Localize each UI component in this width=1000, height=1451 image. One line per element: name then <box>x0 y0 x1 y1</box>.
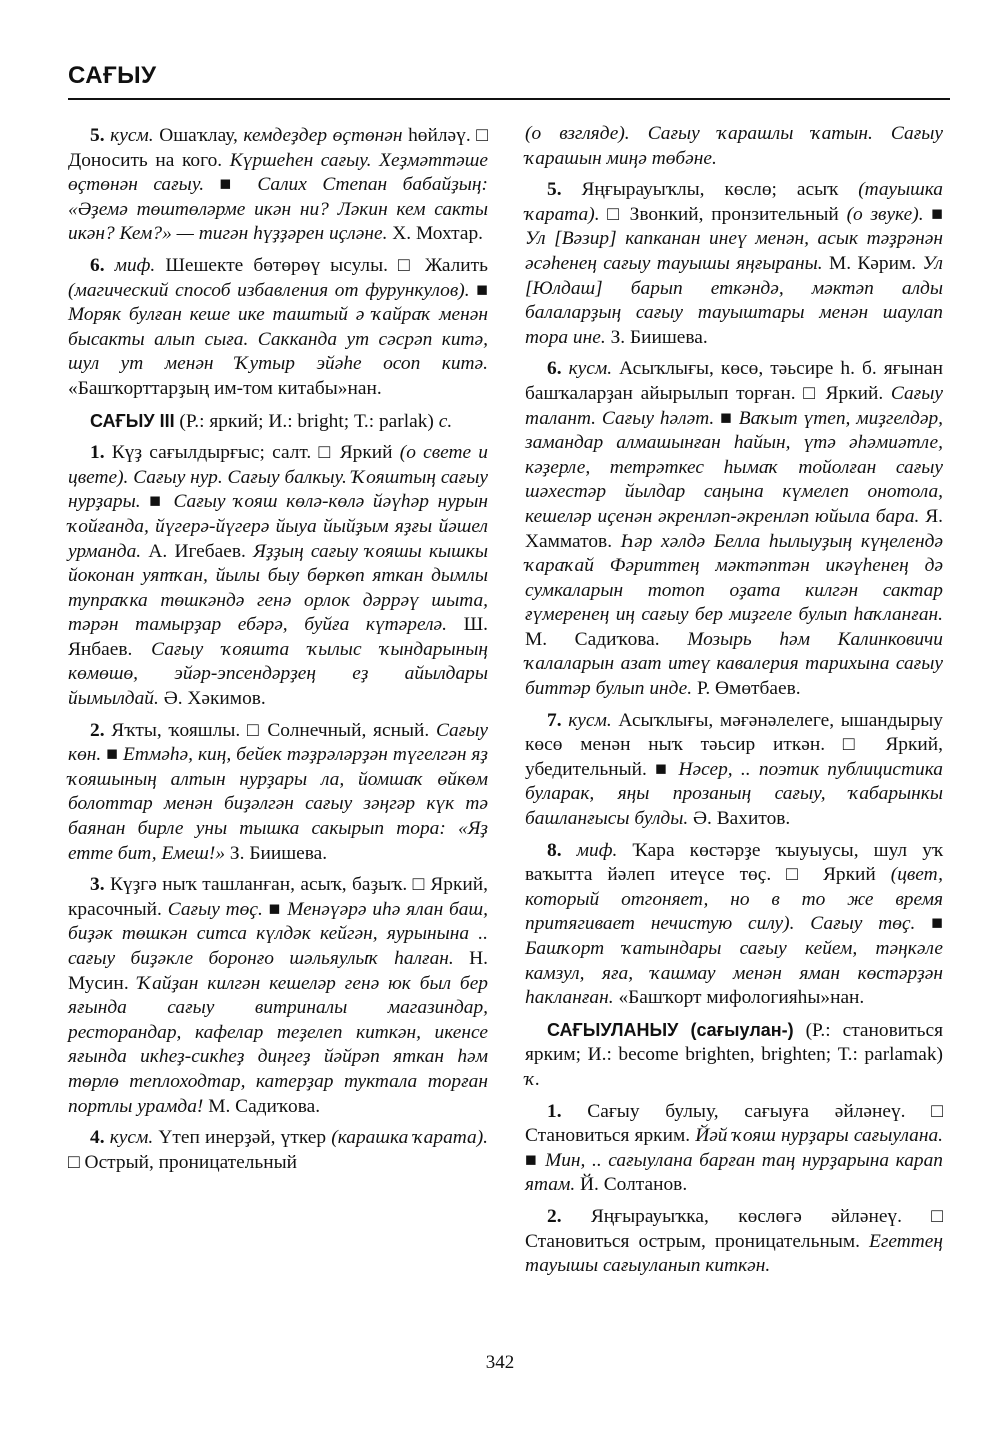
text-run: Н. Мусин. <box>68 948 488 994</box>
text-run: Йәй ҡояш нурҙары сағыулана. <box>695 1125 943 1147</box>
sense-1-bright <box>68 441 488 712</box>
text-run: 1. <box>547 1100 588 1122</box>
text-run: ■ <box>525 1149 546 1171</box>
running-head: САҒЫУ <box>68 62 157 89</box>
text-run: (Р.: яркий; И.: bright; Т.: parlak) <box>174 410 439 432</box>
sagyulanyu-sense-1 <box>525 1100 943 1198</box>
text-run: Ошаҡлау, <box>153 125 244 146</box>
sense-5-spy <box>68 124 488 247</box>
text-run: Үтеп инерҙәй, үткер <box>153 1127 332 1149</box>
text-run: миф. <box>114 254 156 276</box>
text-run: (карашка ҡарата). <box>331 1127 489 1149</box>
text-run: 3. <box>90 874 110 896</box>
text-run: Менәүәрә иһә ялан баш, биҙәк төшкән ситса күлдәк кейгән, яурынына .. сағыу биҙәкле боронғо шәльяулыҡ һалған. <box>68 898 488 969</box>
right-column <box>525 122 943 1286</box>
left-column <box>68 122 488 1182</box>
text-run: Яҡты, ҡояшлы. □ Солнечный, ясный. <box>111 719 436 741</box>
text-run: Егеттең тауышы сағыуланып киткән. <box>525 1230 943 1277</box>
text-run: миф. <box>576 839 618 861</box>
text-run: кемдеҙдер өҫтөнән <box>243 125 403 146</box>
text-run: 1. <box>90 442 112 464</box>
sense-5-loud <box>525 178 943 350</box>
text-run: (о свете и цвете). Сағыу нур. Сағыу балкыу. Ҡояштың сағыу нурҙары. <box>68 442 489 513</box>
sense-4-continuation <box>525 122 943 171</box>
text-run: Ҡара көстәрҙе ҡыуыусы, шул уҡ ваҡытта йәлеп итеүсе төҫ. □ Яркий <box>525 839 944 886</box>
sense-3-vivid <box>68 873 488 1119</box>
sense-2-sunny <box>68 719 488 867</box>
text-run: Сағыу төҫ. <box>167 898 263 920</box>
text-run: «Башҡорт мифологияһы»нан. <box>613 987 865 1009</box>
headword-sagyu-iii <box>68 409 488 435</box>
text-run: Сағыу көн. <box>68 719 489 766</box>
text-run: (Р.: становиться ярким; И.: become brighten, brighten; Т.: parlamak) <box>525 1019 943 1066</box>
text-run: ■ <box>469 279 489 301</box>
text-run: 2. <box>90 719 112 741</box>
text-run: (тауышка ҡарата). <box>525 179 943 225</box>
header-rule <box>68 98 950 100</box>
text-run: Етмәһә, киң, бейек тәҙрәләрҙән түгелгән яҙ ҡояшының алтын нурҙары ла, йомшаҡ өйкөм болоттар менән биҙәлгән сағыу зәңгәр күк тә баянан бирле уны тышка сакырып тора: «Яҙ етте бит, Емеш!» <box>68 744 488 864</box>
text-run: Мозырь һәм Калинковичи ҡалаларын азат итеү кавалерия тарихына сағыу биттәр булып инде. <box>525 628 943 700</box>
text-run: З. Биишева. <box>605 326 708 348</box>
text-run: Башҡорт ҡатындары сағыу кейем, тәңкәле камзул, яға, ҡашмау менән яман көстәрҙән һакланған. <box>525 938 943 1009</box>
text-run: (цвет, который отгоняет, но в то же время притягивает нечистую силу). Сағыу төҫ. <box>525 864 943 935</box>
text-run: Ә. Вахитов. <box>688 808 791 830</box>
text-run: Күҙ сағылдырғыс; салт. □ Яркий <box>111 442 400 464</box>
text-run: кусм. <box>109 1127 154 1149</box>
text-run: Һәр хәлдә Белла һылыуҙың күңелендә ҡараҡай Фәриттең мәктәптән икәүһенең дә сумкаларын тотоп оҙата килгән сактар ғүмеренең иң сағыу бер миҙгеле булып һаҡланған. <box>525 530 943 626</box>
text-run: Сағыу ҡояшта ҡылыс ҡындарының көмөшө, эйәр-эпсендәрҙең еҙ айылдары йымылдай. <box>68 638 488 710</box>
text-run: (магический способ избавления от фурункулов). <box>68 279 470 301</box>
text-run: «Башҡорттарҙың им-том китабы»нан. <box>68 377 382 399</box>
text-run: Шешекте бөтөрөү ысулы. □ Жалить <box>155 254 489 276</box>
sagyulanyu-sense-2 <box>525 1205 943 1279</box>
text-run: Й. Солтанов. <box>575 1174 688 1196</box>
text-run: ■ <box>915 913 943 935</box>
text-run: 2. <box>547 1205 591 1227</box>
text-run: ■ <box>923 203 944 225</box>
text-run: М. Садиҡова. <box>203 1095 321 1117</box>
text-run: ■ <box>101 744 123 766</box>
text-run: Асыҡлығы, көсө, тәьсире һ. б. яғынан башҡаларҙан айырылып торған. □ Яркий. <box>525 358 943 404</box>
text-run: ■ <box>140 491 174 513</box>
text-run: З. Биишева. <box>225 842 328 864</box>
text-run: 4. <box>90 1127 110 1149</box>
text-run: Р. Өмөтбаев. <box>692 678 801 700</box>
text-run: 8. <box>547 839 577 861</box>
text-run: с. <box>438 410 453 432</box>
text-run: Сағыу булыу, сағыуға әйләнеү. □ Становиться ярким. <box>525 1100 943 1147</box>
text-run: кусм. <box>568 709 612 731</box>
sense-6-myth <box>68 254 488 402</box>
text-run: Ул [Юлдаш] барып еткәндә, мәктәп алды балаларҙың сағыу тауыштары менән шаулап тора ине. <box>525 252 943 348</box>
sense-8-myth-colour <box>525 839 943 1011</box>
text-run: ■ <box>262 898 288 920</box>
text-run: М. Кәрим. <box>822 252 923 274</box>
text-run: Сағыу ҡояш көлә-көлә йәүһәр нурын ҡойғанда, йүгерә-йүгерә йыуа йыйҙым яҙғы йәшел урманда. <box>68 491 488 562</box>
text-run: 7. <box>547 709 569 731</box>
sense-6-remarkable <box>525 357 943 701</box>
text-run: А. Игебаев. <box>141 540 254 562</box>
text-run: 5. <box>547 179 582 201</box>
text-run: Я. Хамматов. <box>525 505 943 552</box>
text-run: Х. Мохтар. <box>387 223 484 245</box>
text-run: Яңғырауыҡлы, көслө; асыҡ <box>581 179 859 201</box>
text-run: Яҙҙың сағыу ҡояшы кышкы йоконан уятҡан, йылы быу бөркөп яткан дымлы тупраҡка төшкәндә генә орлок дәррәү шыта, тәрән тамырҙар ебәрә, буйға күтәрелә. <box>68 540 488 636</box>
text-run: ■ <box>204 174 258 196</box>
text-run: Нәсер, .. поэтик публицистика буларак, яңы прозаның сағыу, ҡабарынкы башланғысы булды. <box>525 758 943 830</box>
text-run: (о взгляде). Сағыу ҡарашлы ҡатын. Сағыу ҡарашын миңә төбәне. <box>525 123 943 169</box>
text-run: 6. <box>90 254 115 276</box>
text-run: САҒЫУЛАНЫУ (сағыулан-) <box>547 1019 794 1040</box>
text-run: М. Садиҡова. <box>525 628 688 650</box>
text-run: кусм. <box>568 358 613 380</box>
text-run: □ Звонкий, пронзительный <box>599 203 847 225</box>
text-run: һөйләү. □ Доносить на кого. <box>68 125 488 171</box>
text-run: 6. <box>547 358 569 380</box>
text-run: Асыҡлығы, мәғәнәлелеге, ышандырыу көсө менән ныҡ тәьсир иткән. □ Яркий, убедительный. ■ <box>525 709 943 780</box>
text-run: (о звуке). <box>846 203 924 225</box>
text-run: Ә. Хәкимов. <box>158 688 266 710</box>
text-run: Күҙгә ныҡ ташланған, асыҡ, баҙыҡ. □ Яркий, красочный. <box>68 874 489 920</box>
text-run: ■ <box>714 407 739 429</box>
sense-4-sharp <box>68 1126 488 1175</box>
text-run: Ш. Янбаев. <box>68 614 488 660</box>
text-run: 5. <box>90 125 111 146</box>
text-run: кусм. <box>110 125 154 146</box>
text-run: ҡ. <box>525 1068 541 1090</box>
text-run: САҒЫУ III <box>90 410 175 431</box>
page-number: 342 <box>485 1352 515 1373</box>
sense-7-convincing <box>525 709 943 832</box>
text-run: Ҡайҙан килгән кешеләр генә юк был бер яғында сағыу витриналы магазиндар, ресторандар, кафелар теҙелеп киткән, икенсе яғында икһеҙ-сикһеҙ диңгеҙ йәйрәп яткан һәм төрлө теплоходтар, катерҙар туктала торған портлы урамда! <box>68 972 488 1117</box>
text-run: Моряк булған кеше ике таштый ә ҡайраҡ менән бысакты алып сыға. Сакканда ут сәсрәп китә, шул ут менән Ҡутыр эйәһе осоп китә. <box>68 304 488 375</box>
text-run: Мин, .. сағыулана барған таң нурҙарына карап ятам. <box>525 1149 943 1196</box>
text-run: □ Острый, проницательный <box>68 1151 298 1173</box>
text-run: Күршеһен сағыу. Хеҙмәттәше өҫтөнән сағыу. <box>68 149 488 196</box>
text-run: Сағыу талант. Сағыу һәләт. <box>525 382 943 429</box>
text-run: Ваҡыт үтеп, миҙгелдәр, замандар алмашынған һайын, үтә әһәмиәтле, кәҙерле, тетрәткес һымаҡ тойолған сағыу шәхестәр йылдар саңына күмелеп онотола, кешеләр иҫенән әкренләп-әкренләп юйыла бара. <box>525 407 943 527</box>
headword-sagyulanyu <box>525 1018 943 1093</box>
text-run: Яңғырауыҡка, көслөгә әйләнеү. □ Становиться острым, проницательным. <box>525 1205 943 1252</box>
text-run: Ул [Вәзир] капканан инеү менән, асык тәҙрәнән әсәһенең сағыу тауышы яңғыраны. <box>525 228 943 274</box>
text-run: Салих Степан бабайҙың: «Әҙемә төштөләрме икән ни? Ләкин кем сакты икән? Кем?» — тигән һүҙҙәрен иҫләне. <box>68 174 488 245</box>
